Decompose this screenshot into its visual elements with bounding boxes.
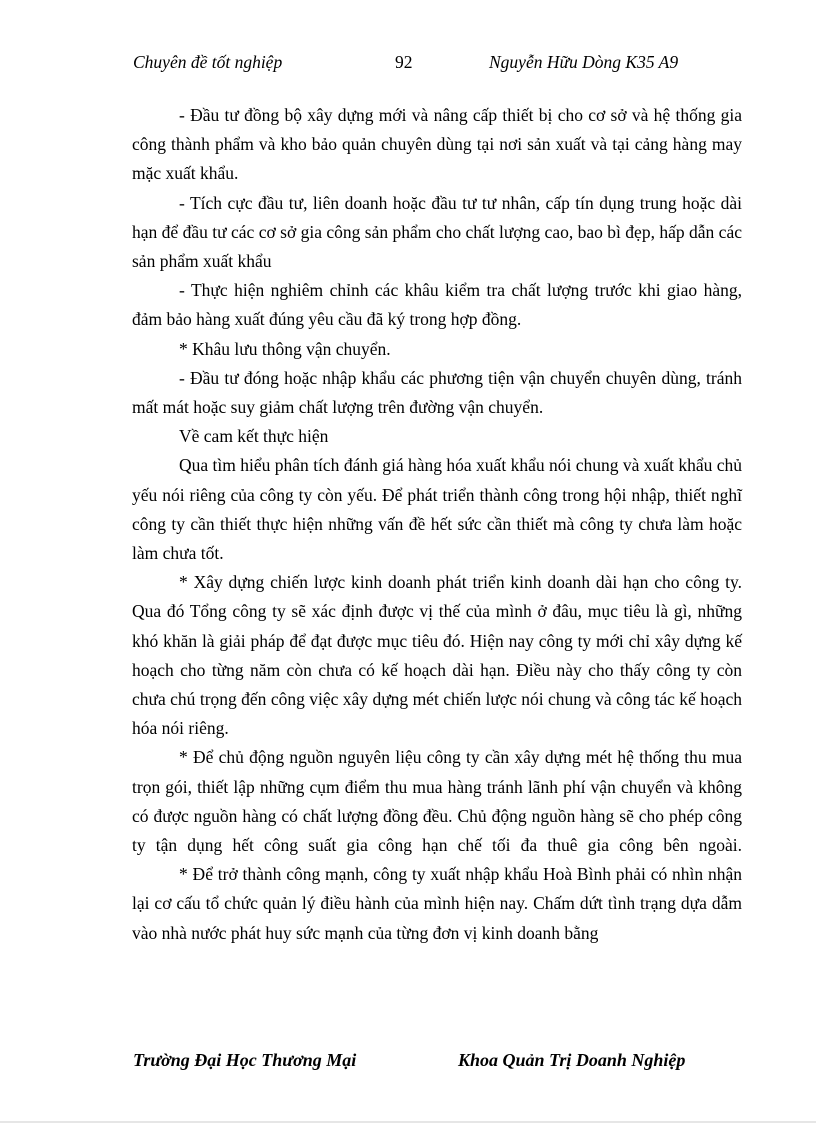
paragraph: * Để trở thành công mạnh, công ty xuất nhập khẩu Hoà Bình phải có nhìn nhận lại cơ cấu tổ chức quản lý điều hành của mình hiện nay. Chấm dứt tình trạng dựa dẫm vào nhà nước phát huy sức mạnh của từng đơn vị kinh doanh bằng xyxy=(132,864,742,943)
paragraph: - Đầu tư đồng bộ xây dựng mới và nâng cấp thiết bị cho cơ sở và hệ thống gia công thành phẩm và kho bảo quản chuyên dùng tại nơi sản xuất và tại cảng hàng may mặc xuất khẩu. xyxy=(132,105,742,184)
header-author: Nguyễn Hữu Dòng K35 A9 xyxy=(489,52,679,72)
page-number: 92 xyxy=(395,52,413,72)
section-heading: Về cam kết thực hiện xyxy=(179,426,329,447)
page-footer xyxy=(133,1050,733,1078)
body-text xyxy=(132,101,742,948)
paragraph: - Đầu tư đóng hoặc nhập khẩu các phương tiện vận chuyển chuyên dùng, tránh mất mát hoặc suy giảm chất lượng trên đường vận chuyển. xyxy=(132,367,742,418)
page-header xyxy=(133,52,733,78)
header-document-type: Chuyên đề tốt nghiệp xyxy=(133,52,283,72)
footer-faculty: Khoa Quản Trị Doanh Nghiệp xyxy=(458,1050,686,1070)
paragraph: - Tích cực đầu tư, liên doanh hoặc đầu tư tư nhân, cấp tín dụng trung hoặc dài hạn để đầu tư các cơ sở gia công sản phẩm cho chất lượng cao, bao bì đẹp, hấp dẫn các sản phẩm xuất khẩu xyxy=(132,192,742,272)
paragraph: * Để chủ động nguồn nguyên liệu công ty cần xây dựng mét hệ thống thu mua trọn gói, thiết lập những cụm điểm thu mua hàng tránh lãnh phí vận chuyển và không có được nguồn hàng có chất lượng đồng đều. Chủ động nguồn hàng sẽ cho phép công ty tận dụng hết công suất gia công hạn chế tối đa thuê gia công bên ngoài. xyxy=(132,747,742,856)
paragraph: * Xây dựng chiến lược kinh doanh phát triển kinh doanh dài hạn cho công ty. Qua đó Tổng công ty sẽ xác định được vị thế của mình ở đâu, mục tiêu là gì, những khó khăn là giải pháp để đạt được mục tiêu đó. Hiện nay công ty mới chỉ xây dựng kế hoạch cho từng năm còn chưa có kế hoạch dài hạn. Điều này cho thấy công ty còn chưa chú trọng đến công việc xây dựng mét chiến lược nói chung và công tác kế hoạch hóa nói riêng. xyxy=(132,572,742,739)
paragraph: - Thực hiện nghiêm chỉnh các khâu kiểm tra chất lượng trước khi giao hàng, đảm bảo hàng xuất đúng yêu cầu đã ký trong hợp đồng. xyxy=(132,280,742,330)
paragraph: Qua tìm hiểu phân tích đánh giá hàng hóa xuất khẩu nói chung và xuất khẩu chủ yếu nói riêng của công ty còn yếu. Để phát triển thành công trong hội nhập, thiết nghĩ công ty cần thiết thực hiện những vấn đề hết sức cần thiết mà công ty chưa làm hoặc làm chưa tốt. xyxy=(132,455,742,564)
paragraph: * Khâu lưu thông vận chuyển. xyxy=(179,338,391,359)
footer-university: Trường Đại Học Thương Mại xyxy=(133,1050,357,1070)
